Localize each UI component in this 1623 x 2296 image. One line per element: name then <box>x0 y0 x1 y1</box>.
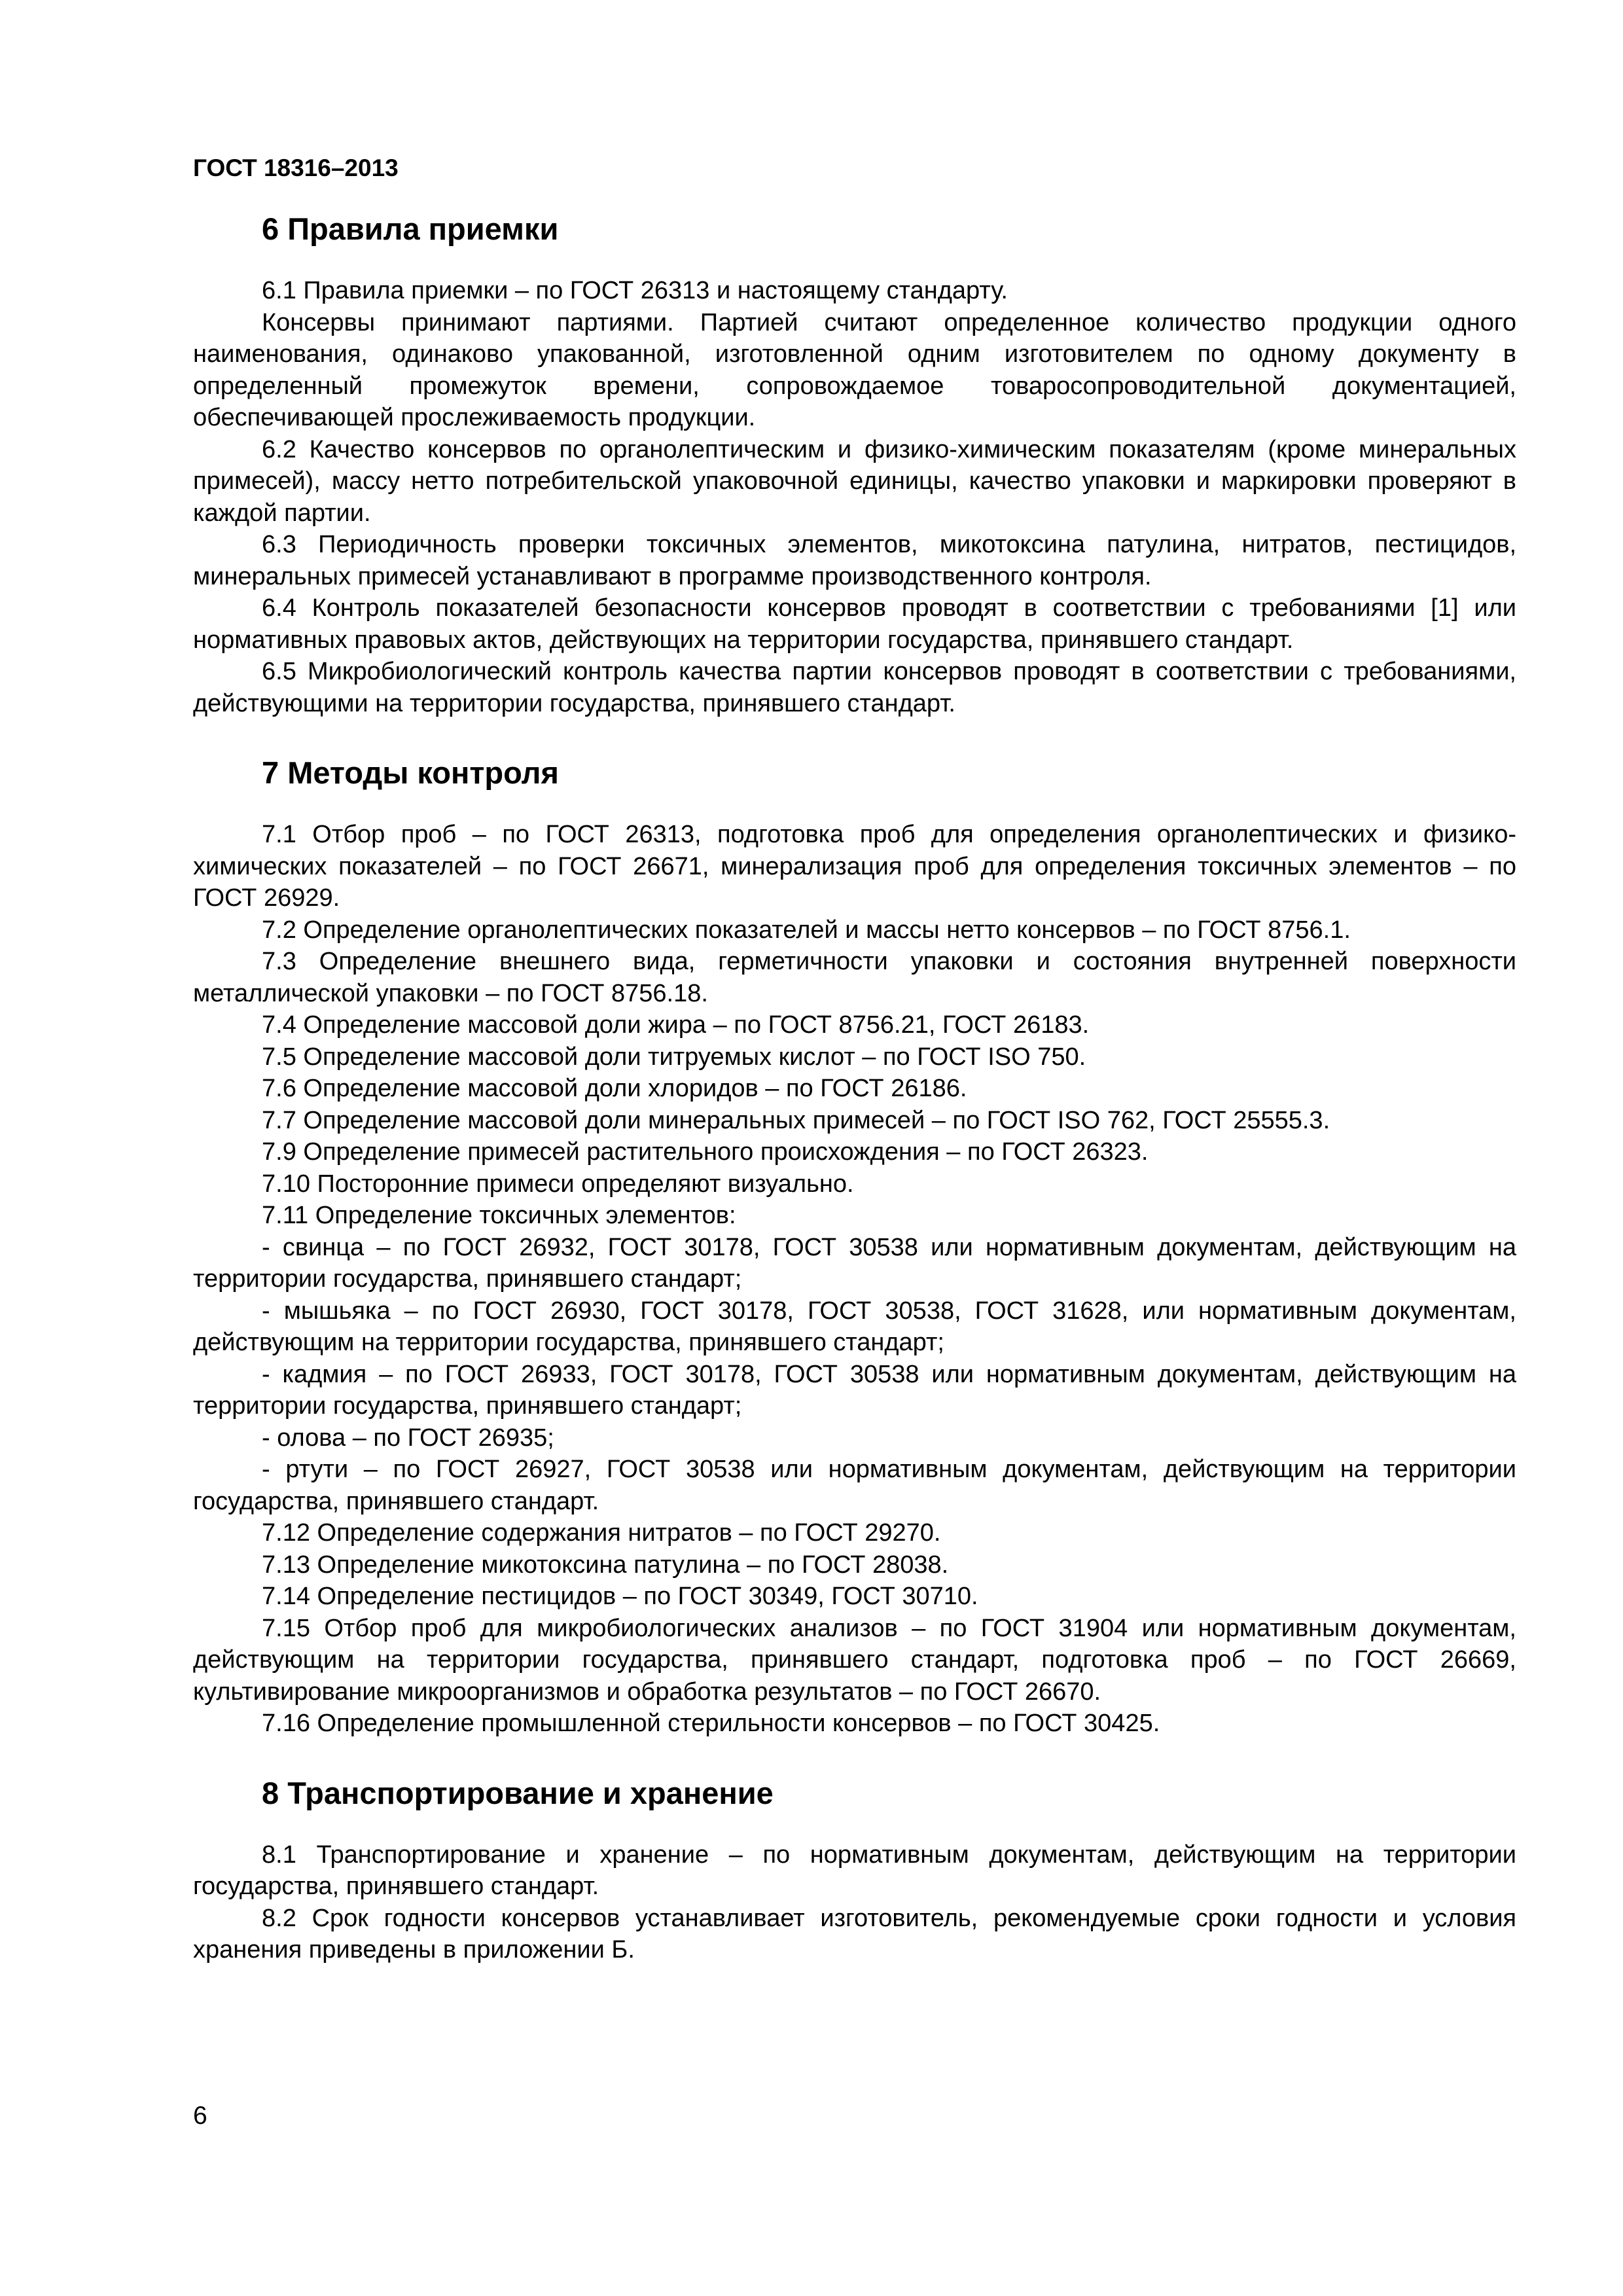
paragraph: 6.1 Правила приемки – по ГОСТ 26313 и настоящему стандарту. <box>262 277 1008 304</box>
paragraph: 7.3 Определение внешнего вида, герметичности упаковки и состояния внутренней поверхности металлической упаковки – по ГОСТ 8756.18. <box>193 948 1516 1007</box>
page-number: 6 <box>193 2102 207 2130</box>
section-7 <box>193 753 1516 1740</box>
paragraph: 7.11 Определение токсичных элементов: <box>262 1202 736 1229</box>
paragraph: 7.13 Определение микотоксина патулина – по ГОСТ 28038. <box>262 1551 949 1579</box>
paragraph: 7.2 Определение органолептических показателей и массы нетто консервов – по ГОСТ 8756.1. <box>262 916 1351 944</box>
paragraph: - ртути – по ГОСТ 26927, ГОСТ 30538 или нормативным документам, действующим на территории государства, принявшего стандарт. <box>193 1456 1516 1515</box>
paragraph: - кадмия – по ГОСТ 26933, ГОСТ 30178, ГОСТ 30538 или нормативным документам, действующим на территории государства, принявшего стандарт; <box>193 1360 1516 1420</box>
paragraph: 7.14 Определение пестицидов – по ГОСТ 30349, ГОСТ 30710. <box>262 1583 978 1610</box>
paragraph: 7.7 Определение массовой доли минеральных примесей – по ГОСТ ISO 762, ГОСТ 25555.3. <box>262 1106 1330 1134</box>
paragraph: 7.9 Определение примесей растительного происхождения – по ГОСТ 26323. <box>262 1138 1149 1166</box>
section-title: 8 Транспортирование и хранение <box>262 1775 774 1810</box>
paragraph: 6.3 Периодичность проверки токсичных элементов, микотоксина патулина, нитратов, пестицидов, минеральных примесей устанавливают в программе производственного контроля. <box>193 531 1516 590</box>
document-body <box>193 209 1516 2000</box>
document-code: ГОСТ 18316–2013 <box>193 154 399 181</box>
paragraph: 7.12 Определение содержания нитратов – по ГОСТ 29270. <box>262 1519 941 1547</box>
paragraph: 6.2 Качество консервов по органолептическим и физико-химическим показателям (кроме минеральных примесей), массу нетто потребительской упаковочной единицы, качество упаковки и маркировки проверяют в каждой партии. <box>193 435 1516 527</box>
paragraph: 6.4 Контроль показателей безопасности консервов проводят в соответствии с требованиями [1] или нормативных правовых актов, действующих на территории государства, принявшего стандарт. <box>193 594 1516 654</box>
section-8 <box>193 1774 1516 1966</box>
paragraph: - свинца – по ГОСТ 26932, ГОСТ 30178, ГОСТ 30538 или нормативным документам, действующим на территории государства, принявшего стандарт; <box>193 1233 1516 1293</box>
section-6 <box>193 209 1516 719</box>
paragraph: 7.10 Посторонние примеси определяют визуально. <box>262 1170 854 1198</box>
paragraph: 8.2 Срок годности консервов устанавливает изготовитель, рекомендуемые сроки годности и условия хранения приведены в приложении Б. <box>193 1904 1516 1964</box>
paragraph: 6.5 Микробиологический контроль качества партии консервов проводят в соответствии с требованиями, действующими на территории государства, принявшего стандарт. <box>193 658 1516 717</box>
paragraph: Консервы принимают партиями. Партией считают определенное количество продукции одного наименования, одинаково упакованной, изготовленной одним изготовителем по одному документу в определенный промежуток времени, сопровождаемое товаросопроводительной документацией, обеспечивающей прослеживаемость продукции. <box>193 308 1516 431</box>
section-title: 7 Методы контроля <box>262 755 559 790</box>
paragraph: - мышьяка – по ГОСТ 26930, ГОСТ 30178, ГОСТ 30538, ГОСТ 31628, или нормативным документам, действующим на территории государства, принявшего стандарт; <box>193 1297 1516 1356</box>
paragraph: 7.4 Определение массовой доли жира – по ГОСТ 8756.21, ГОСТ 26183. <box>262 1011 1090 1039</box>
section-title: 6 Правила приемки <box>262 211 559 246</box>
paragraph: - олова – по ГОСТ 26935; <box>262 1424 554 1452</box>
paragraph: 8.1 Транспортирование и хранение – по нормативным документам, действующим на территории государства, принявшего стандарт. <box>193 1840 1516 1900</box>
paragraph: 7.15 Отбор проб для микробиологических анализов – по ГОСТ 31904 или нормативным документам, действующим на территории государства, принявшего стандарт, подготовка проб – по ГОСТ 26669, культивирование микроорганизмов и обработка результатов – по ГОСТ 26670. <box>193 1614 1516 1706</box>
paragraph: 7.1 Отбор проб – по ГОСТ 26313, подготовка проб для определения органолептических и физико-химических показателей – по ГОСТ 26671, минерализация проб для определения токсичных элементов – по ГОСТ 26929. <box>193 821 1516 912</box>
paragraph: 7.6 Определение массовой доли хлоридов – по ГОСТ 26186. <box>262 1075 967 1102</box>
paragraph: 7.16 Определение промышленной стерильности консервов – по ГОСТ 30425. <box>262 1710 1160 1737</box>
paragraph: 7.5 Определение массовой доли титруемых кислот – по ГОСТ ISO 750. <box>262 1043 1086 1071</box>
